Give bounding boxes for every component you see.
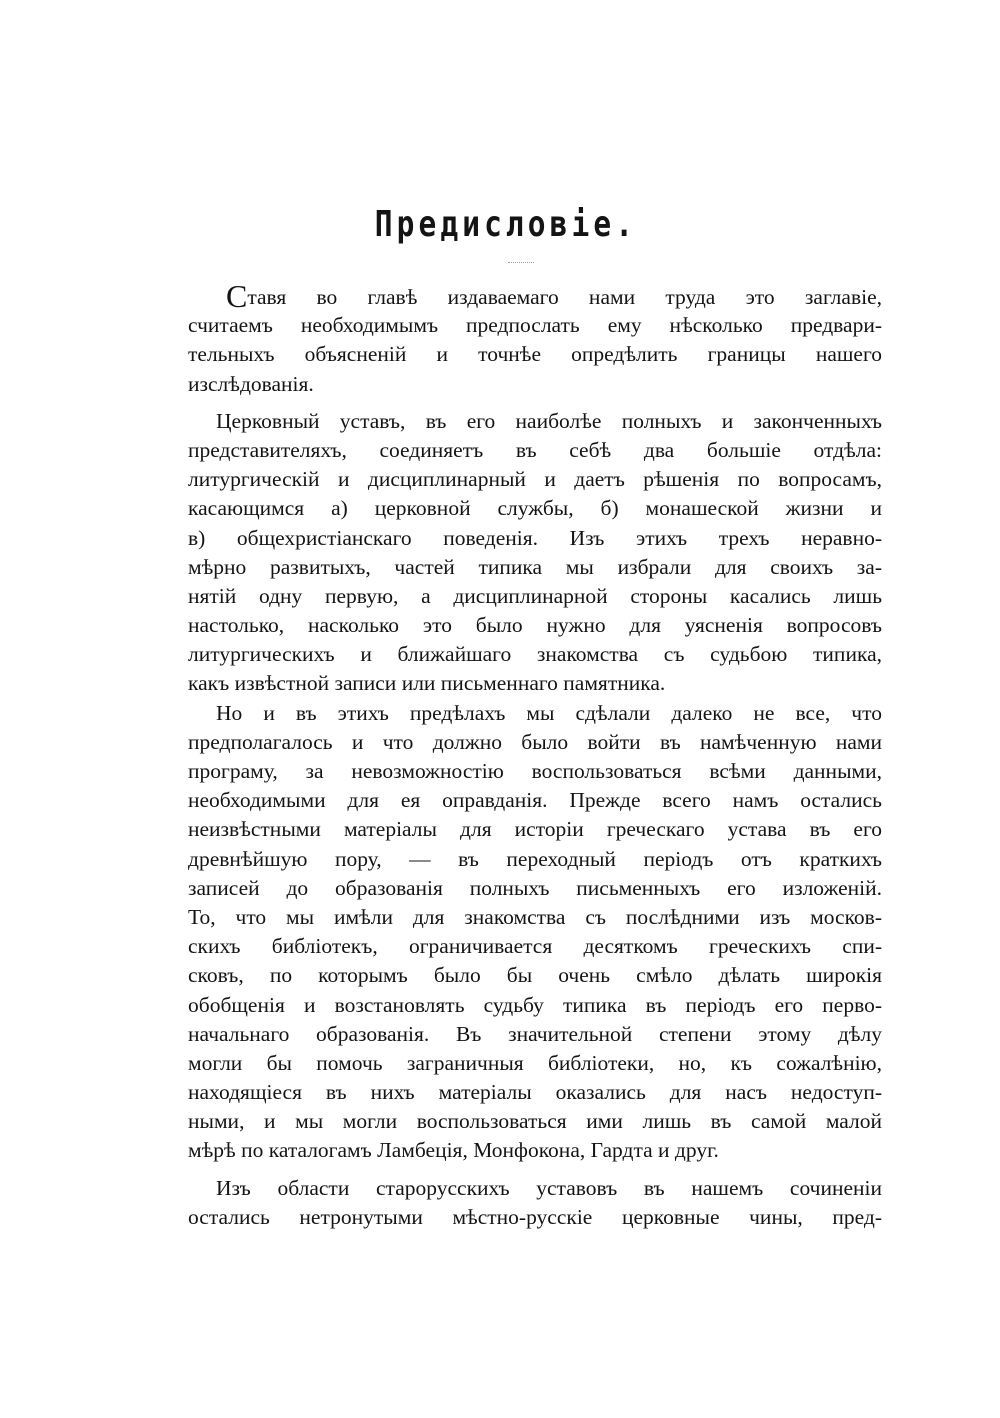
text-line: могли бы помочь заграничныя библіотеки, но, къ сожалѣнію,	[188, 1050, 882, 1075]
paragraph-4	[188, 1174, 882, 1232]
text-line: скихъ библіотекъ, ограничивается десяткомъ греческихъ спи-	[188, 934, 882, 959]
page-title: Предисловіе.	[374, 204, 638, 245]
paragraph-1	[188, 278, 882, 399]
text-line: неизвѣстными матеріалы для исторіи греческаго устава въ его	[188, 817, 882, 842]
paragraph-gap	[188, 399, 882, 407]
text-line: литургическій и дисциплинарный и даетъ рѣшенія по вопросамъ,	[188, 467, 882, 492]
text-line: предполагалось и что должно было войти въ намѣченную нами	[188, 729, 882, 754]
text-line: сковъ, по которымъ было бы очень смѣло дѣлать широкія	[188, 963, 882, 988]
drop-cap: С	[226, 278, 248, 314]
text-line: записей до образованія полныхъ письменныхъ его изложеній.	[188, 875, 882, 900]
text-line: ными, и мы могли воспользоваться ими лишь въ самой малой	[188, 1109, 882, 1134]
paragraph-2	[188, 407, 882, 699]
text-line: необходимыми для ея оправданія. Прежде всего намъ остались	[188, 788, 882, 813]
text-line: представителяхъ, соединяетъ въ себѣ два большіе отдѣла:	[188, 437, 882, 462]
text-line: изслѣдованія.	[188, 371, 314, 396]
text-line: касающимся а) церковной службы, б) монашеской жизни и	[188, 496, 882, 521]
body-text	[188, 278, 882, 1232]
text-line: То, что мы имѣли для знакомства съ послѣдними изъ москов-	[188, 904, 882, 929]
text-line: нятій одну первую, а дисциплинарной стороны касались лишь	[188, 583, 882, 608]
text-line: Ставя во главѣ издаваемаго нами труда это заглавіе,	[226, 278, 882, 314]
text-line: тельныхъ объясненій и точнѣе опредѣлить границы нашего	[188, 342, 882, 367]
text-line: начальнаго образованія. Въ значительной степени этому дѣлу	[188, 1021, 882, 1046]
text-line: в) общехристіанскаго поведенія. Изъ этихъ трехъ неравно-	[188, 525, 882, 550]
text-line: литургическихъ и ближайшаго знакомства съ судьбою типика,	[188, 642, 882, 667]
text-line: настолько, насколько это было нужно для уясненія вопросовъ	[188, 613, 882, 638]
text-line: мѣрѣ по каталогамъ Ламбеція, Монфокона, Гардта и друг.	[188, 1138, 719, 1163]
title-ornament	[508, 262, 534, 267]
text-line: остались нетронутыми мѣстно-русскіе церковные чины, пред-	[188, 1204, 882, 1229]
text-line: считаемъ необходимымъ предпослать ему нѣсколько предвари-	[188, 313, 882, 338]
paragraph-3	[188, 699, 882, 1166]
text-line: обобщенія и возстановлять судьбу типика въ періодъ его перво-	[188, 992, 882, 1017]
text-line: Церковный уставъ, въ его наиболѣе полныхъ и законченныхъ	[216, 408, 882, 433]
text-line: какъ извѣстной записи или письменнаго памятника.	[188, 671, 666, 696]
text-line: находящіеся въ нихъ матеріалы оказались для насъ недоступ-	[188, 1080, 882, 1105]
paragraph-gap	[188, 1166, 882, 1174]
text-line: Но и въ этихъ предѣлахъ мы сдѣлали далеко не все, что	[216, 700, 882, 725]
text-line: програму, за невозможностію воспользоваться всѣми данными,	[188, 759, 882, 783]
text-line: Изъ области старорусскихъ уставовъ въ нашемъ сочиненіи	[216, 1175, 882, 1200]
text-line: мѣрно развитыхъ, частей типика мы избрали для своихъ за-	[188, 554, 882, 579]
text-line: древнѣйшую пору, — въ переходный періодъ отъ краткихъ	[188, 846, 882, 871]
